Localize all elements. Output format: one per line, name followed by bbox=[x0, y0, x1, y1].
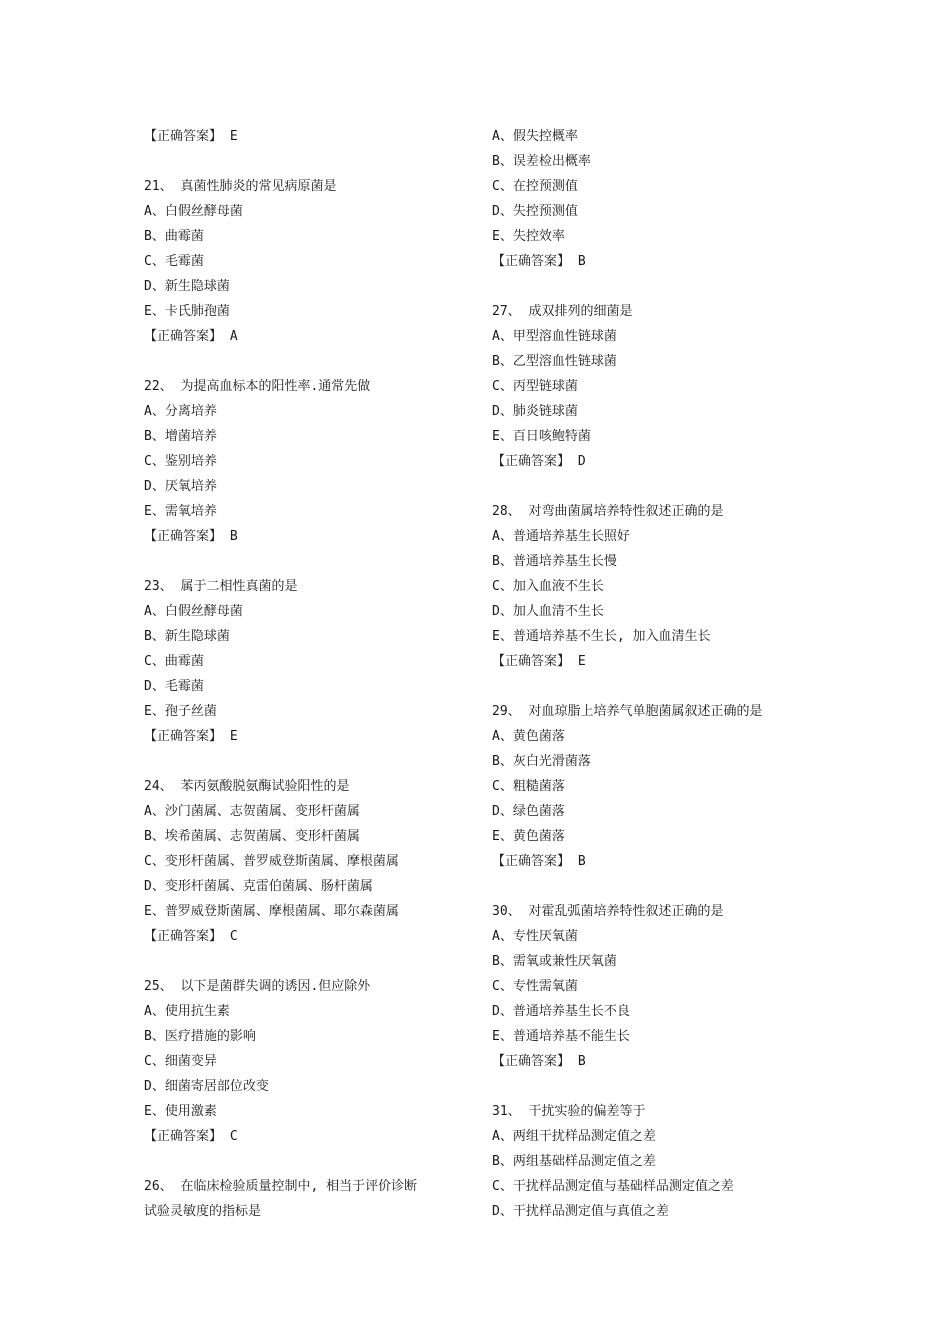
left-column bbox=[144, 124, 464, 1224]
answer-23: 【正确答案】 E bbox=[144, 729, 238, 744]
option-28-a: A、普通培养基生长照好 bbox=[492, 529, 630, 544]
option-21-a: A、白假丝酵母菌 bbox=[144, 204, 243, 219]
option-21-b: B、曲霉菌 bbox=[144, 229, 204, 244]
question-27: 27、 成双排列的细菌是 bbox=[492, 304, 633, 319]
answer-22: 【正确答案】 B bbox=[144, 529, 238, 544]
option-24-e: E、普罗威登斯菌属、摩根菌属、耶尔森菌属 bbox=[144, 904, 399, 919]
question-28: 28、 对弯曲菌属培养特性叙述正确的是 bbox=[492, 504, 724, 519]
option-27-d: D、肺炎链球菌 bbox=[492, 404, 578, 419]
option-24-d: D、变形杆菌属、克雷伯菌属、肠杆菌属 bbox=[144, 879, 373, 894]
question-25: 25、 以下是菌群失调的诱因.但应除外 bbox=[144, 979, 371, 994]
option-30-b: B、需氧或兼性厌氧菌 bbox=[492, 954, 617, 969]
option-25-d: D、细菌寄居部位改变 bbox=[144, 1079, 269, 1094]
answer-21: 【正确答案】 A bbox=[144, 329, 238, 344]
option-22-e: E、需氧培养 bbox=[144, 504, 217, 519]
answer-24: 【正确答案】 C bbox=[144, 929, 238, 944]
option-22-d: D、厌氧培养 bbox=[144, 479, 217, 494]
question-26-line1: 26、 在临床检验质量控制中, 相当于评价诊断 bbox=[144, 1179, 418, 1194]
answer-26: 【正确答案】 B bbox=[492, 254, 586, 269]
option-22-b: B、增菌培养 bbox=[144, 429, 217, 444]
option-30-d: D、普通培养基生长不良 bbox=[492, 1004, 630, 1019]
option-31-a: A、两组干扰样品测定值之差 bbox=[492, 1129, 656, 1144]
answer-28: 【正确答案】 E bbox=[492, 654, 586, 669]
answer-30: 【正确答案】 B bbox=[492, 1054, 586, 1069]
option-30-c: C、专性需氧菌 bbox=[492, 979, 578, 994]
question-30: 30、 对霍乱弧菌培养特性叙述正确的是 bbox=[492, 904, 724, 919]
option-22-c: C、鉴别培养 bbox=[144, 454, 217, 469]
question-26-line2: 试验灵敏度的指标是 bbox=[144, 1204, 262, 1219]
option-25-a: A、使用抗生素 bbox=[144, 1004, 230, 1019]
option-29-e: E、黄色菌落 bbox=[492, 829, 565, 844]
answer-25: 【正确答案】 C bbox=[144, 1129, 238, 1144]
answer-line: 【正确答案】 E bbox=[144, 129, 238, 144]
question-24: 24、 苯丙氨酸脱氨酶试验阳性的是 bbox=[144, 779, 350, 794]
option-23-b: B、新生隐球菌 bbox=[144, 629, 230, 644]
option-29-d: D、绿色菌落 bbox=[492, 804, 565, 819]
option-23-d: D、毛霉菌 bbox=[144, 679, 204, 694]
option-23-e: E、孢子丝菌 bbox=[144, 704, 217, 719]
question-21: 21、 真菌性肺炎的常见病原菌是 bbox=[144, 179, 337, 194]
option-27-a: A、甲型溶血性链球菌 bbox=[492, 329, 617, 344]
option-28-e: E、普通培养基不生长, 加入血清生长 bbox=[492, 629, 711, 644]
option-29-c: C、粗糙菌落 bbox=[492, 779, 565, 794]
option-31-b: B、两组基础样品测定值之差 bbox=[492, 1154, 656, 1169]
option-21-c: C、毛霉菌 bbox=[144, 254, 204, 269]
option-23-a: A、白假丝酵母菌 bbox=[144, 604, 243, 619]
option-27-e: E、百日咳鲍特菌 bbox=[492, 429, 591, 444]
option-26-b: B、误差检出概率 bbox=[492, 154, 591, 169]
option-25-c: C、细菌变异 bbox=[144, 1054, 217, 1069]
question-31: 31、 干扰实验的偏差等于 bbox=[492, 1104, 646, 1119]
option-28-c: C、加入血液不生长 bbox=[492, 579, 604, 594]
option-26-d: D、失控预测值 bbox=[492, 204, 578, 219]
option-29-a: A、黄色菌落 bbox=[492, 729, 565, 744]
option-31-c: C、干扰样品测定值与基础样品测定值之差 bbox=[492, 1179, 734, 1194]
option-29-b: B、灰白光滑菌落 bbox=[492, 754, 591, 769]
right-column bbox=[492, 124, 812, 1224]
option-25-b: B、医疗措施的影响 bbox=[144, 1029, 256, 1044]
answer-29: 【正确答案】 B bbox=[492, 854, 586, 869]
option-26-c: C、在控预测值 bbox=[492, 179, 578, 194]
option-22-a: A、分离培养 bbox=[144, 404, 217, 419]
option-27-b: B、乙型溶血性链球菌 bbox=[492, 354, 617, 369]
answer-27: 【正确答案】 D bbox=[492, 454, 586, 469]
question-23: 23、 属于二相性真菌的是 bbox=[144, 579, 298, 594]
option-24-c: C、变形杆菌属、普罗威登斯菌属、摩根菌属 bbox=[144, 854, 399, 869]
option-27-c: C、丙型链球菌 bbox=[492, 379, 578, 394]
option-28-d: D、加人血清不生长 bbox=[492, 604, 604, 619]
option-30-a: A、专性厌氧菌 bbox=[492, 929, 578, 944]
option-31-d: D、干扰样品测定值与真值之差 bbox=[492, 1204, 669, 1219]
question-29: 29、 对血琼脂上培养气单胞菌属叙述正确的是 bbox=[492, 704, 763, 719]
question-22: 22、 为提高血标本的阳性率.通常先做 bbox=[144, 379, 371, 394]
option-25-e: E、使用激素 bbox=[144, 1104, 217, 1119]
option-21-e: E、卡氏肺孢菌 bbox=[144, 304, 230, 319]
option-30-e: E、普通培养基不能生长 bbox=[492, 1029, 630, 1044]
option-24-b: B、埃希菌属、志贺菌属、变形杆菌属 bbox=[144, 829, 360, 844]
option-24-a: A、沙门菌属、志贺菌属、变形杆菌属 bbox=[144, 804, 360, 819]
option-23-c: C、曲霉菌 bbox=[144, 654, 204, 669]
option-26-a: A、假失控概率 bbox=[492, 129, 578, 144]
option-28-b: B、普通培养基生长慢 bbox=[492, 554, 617, 569]
option-26-e: E、失控效率 bbox=[492, 229, 565, 244]
option-21-d: D、新生隐球菌 bbox=[144, 279, 230, 294]
